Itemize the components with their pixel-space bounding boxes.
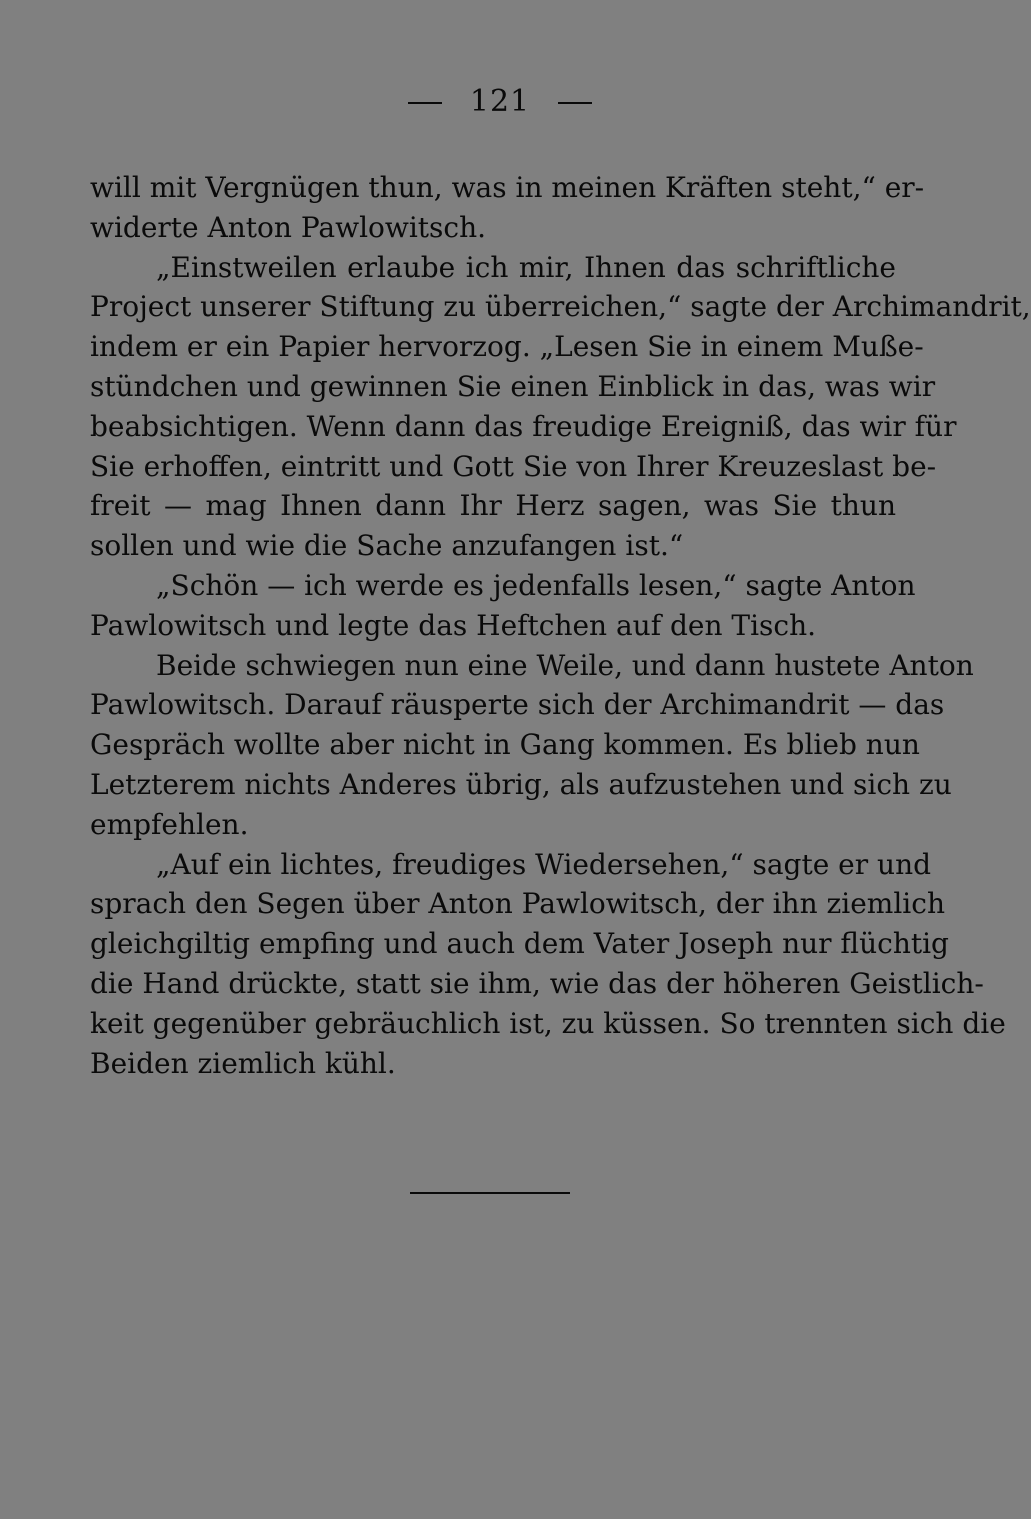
section-end-rule [410,1192,570,1194]
text-line: Project unserer Stiftung zu überreichen,“ sagte der Archimandrit, [90,290,1031,324]
text-line: stündchen und gewinnen Sie einen Einblick in das, was wir [90,369,936,403]
text-line: beabsichtigen. Wenn dann das freudige Ereigniß, das wir für [90,409,957,443]
text-line: sollen und wie die Sache anzufangen ist.“ [90,529,684,563]
text-line: keit gegenüber gebräuchlich ist, zu küssen. So trennten sich die [90,1006,1006,1040]
text-line: „Auf ein lichtes, freudiges Wiedersehen,“ sagte er und [156,847,932,881]
text-line: widerte Anton Pawlowitsch. [90,210,487,244]
header-dash-left [408,102,442,104]
text-line: „Schön — ich werde es jedenfalls lesen,“ sagte Anton [156,568,916,602]
text-line: Letzterem nichts Anderes übrig, als aufzustehen und sich zu [90,767,952,801]
text-line: Sie erhoffen, eintritt und Gott Sie von Ihrer Kreuzeslast be- [90,449,937,483]
text-line: die Hand drückte, statt sie ihm, wie das der höheren Geistlich- [90,966,984,1000]
text-line: Gespräch wollte aber nicht in Gang kommen. Es blieb nun [90,728,920,762]
page-header [0,84,1000,119]
text-line: Beide schwiegen nun eine Weile, und dann hustete Anton [156,648,974,682]
header-dash-right [558,102,592,104]
body-text [90,168,1031,1083]
text-line: empfehlen. [90,807,249,841]
text-line: Pawlowitsch. Darauf räusperte sich der Archimandrit — das [90,688,945,722]
text-line: will mit Vergnügen thun, was in meinen Kräften steht,“ er- [90,171,925,204]
text-line: Beiden ziemlich kühl. [90,1046,396,1080]
text-line: freit — mag Ihnen dann Ihr Herz sagen, was Sie thun [90,489,896,523]
text-line: sprach den Segen über Anton Pawlowitsch, der ihn ziemlich [90,887,945,921]
text-line: gleichgiltig empfing und auch dem Vater Joseph nur flüchtig [90,927,949,961]
text-line: „Einstweilen erlaube ich mir, Ihnen das schriftliche [156,250,896,284]
page-number: 121 [469,84,531,119]
text-line: indem er ein Papier hervorzog. „Lesen Sie in einem Muße- [90,330,924,364]
text-line: Pawlowitsch und legte das Heftchen auf den Tisch. [90,608,817,642]
